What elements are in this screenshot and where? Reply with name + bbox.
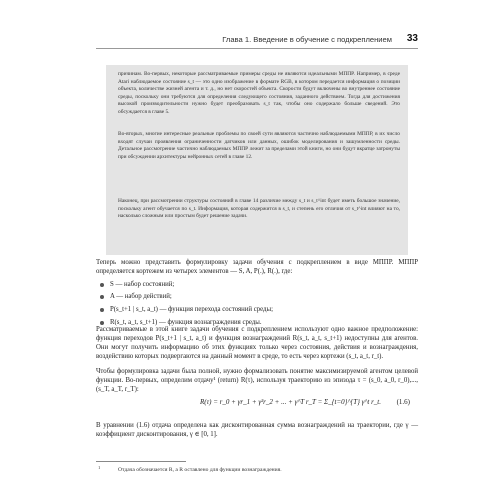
note-paragraph-3: Наконец, при рассмотрении структуры состояний в главе 14 различие между s_t и s_t^int будет иметь большое значение, поскольку агент обучается по s_t. Информация, которая содержится в s_t, и степень его отличия от s_t^int влияют на то, насколько сложным или простым будет решение задачи. — [118, 198, 400, 220]
note-box — [106, 65, 408, 255]
list-item-text: A — набор действий; — [110, 293, 172, 300]
discount-paragraph: В уравнении (1.6) отдача определена как дисконтированная сумма вознаграждений на траектории, где γ — коэффициент дисконтирования, γ ∈ [0, 1]. — [96, 422, 418, 438]
list-item — [96, 280, 418, 290]
bullet-icon — [100, 283, 104, 287]
equation-formula: R(τ) = r_0 + γr_1 + γ²r_2 + ... + γ^T r_T = Σ_{t=0}^{T} γ^t r_t. — [200, 398, 381, 406]
footnote-text: Отдача обозначается R, а R оставлено для функции вознаграждения. — [118, 467, 282, 473]
footnote-mark: 1 — [98, 465, 101, 470]
header-divider — [96, 48, 418, 49]
objective-paragraph: Чтобы формулировка задачи была полной, нужно формализовать понятие максимизируемой агентом целевой функции. Во-первых, определим отдачу¹ (return) R(τ), используя траекторию из эпизода τ = (s_0, a_0, r_0),..., (s_T, a_T, r_T): — [96, 368, 418, 393]
list-item-text: R(s_t, a_t, s_t+1) — функция вознаграждения среды. — [110, 319, 262, 326]
intro-paragraph: Теперь можно представить формулировку задачи обучения с подкреплением в виде МППР. МППР определяется кортежем из четырех элементов — S, A, P(.), R(.), где: — [96, 259, 418, 275]
bullet-icon — [100, 295, 104, 299]
footnote-divider — [96, 461, 186, 462]
bullet-icon — [100, 308, 104, 312]
assumption-paragraph: Рассматриваемые в этой книге задачи обучения с подкреплением используют одно важное предположение: функция переходов P(s_t+1 | s_t, a_t) и функция вознаграждений R(s_t, a_t, s_t+1) недоступны для агентов. Они могут получить информацию об этих функциях только через состояния, действия и вознаграждения, воздействию которых подвергаются на данный момент в среде, то есть через кортежи (s_t, a_t, r_t). — [96, 326, 418, 360]
page-number: 33 — [406, 33, 418, 44]
list-item — [96, 292, 418, 302]
chapter-title: Глава 1. Введение в обучение с подкреплением — [222, 35, 392, 44]
list-item-text: S — набор состояний; — [110, 281, 175, 288]
equation-number: (1.6) — [396, 398, 410, 406]
bullet-icon — [100, 321, 104, 325]
note-paragraph-2: Во-вторых, многие интересные реальные проблемы по своей сути являются частично наблюдаемыми МППР, в их число входят случаи проявления ограниченности датчиков или данных, ошибок моделирования и зашумленности среды. Детальное рассмотрение частично наблюдаемых МППР лежит за пределами этой книги, но они будут вкратце затронуты при обсуждении архитектуры нейронных сетей в главе 12. — [118, 131, 400, 160]
return-equation — [96, 393, 418, 415]
list-item-text: P(s_t+1 | s_t, a_t) — функция перехода состояний среды; — [110, 306, 273, 313]
note-paragraph-1: причинам. Во-первых, некоторые рассматриваемые примеры среды не являются идеальными МППР. Например, в среде Atari наблюдаемое состояние s_t — это одно изображение в формате RGB, в котором передается информация о позиции объекта, количестве жизней агента и т. д., но нет скоростей объекта. Скорости будут включены во внутреннее состояние среды, поскольку они требуются для определения следующего состояния, заданного действием. Тогда для достижения высокой производительности нужно будет преобразовать s_t так, чтобы оно содержало больше сведений. Это обсуждается в главе 5. — [118, 71, 400, 115]
running-header — [96, 34, 418, 48]
list-item — [96, 305, 418, 315]
